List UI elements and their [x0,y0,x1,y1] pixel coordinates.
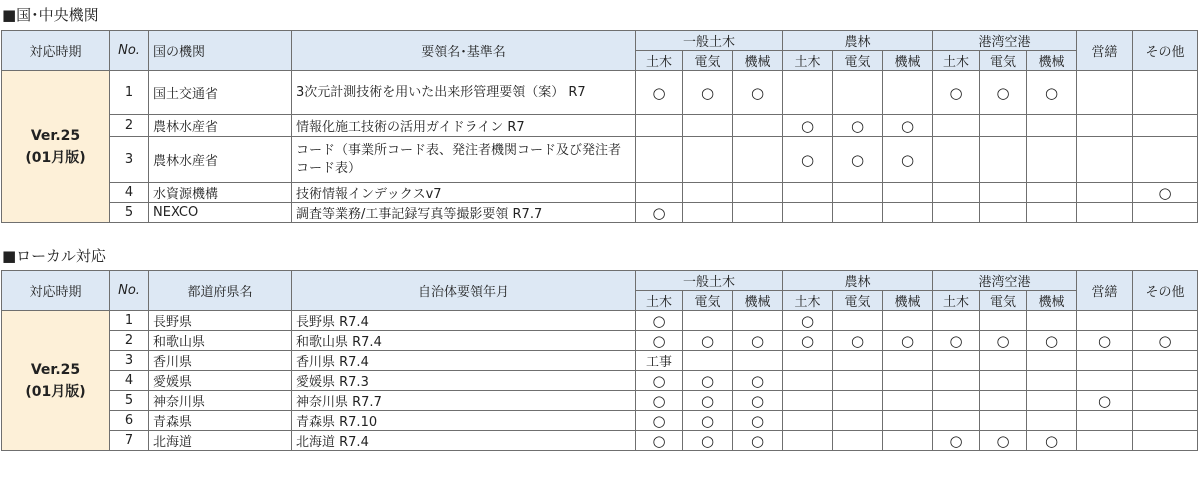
subheader-cell: 機械 [733,51,783,71]
mark-cell [883,391,933,411]
mark-cell [980,371,1027,391]
mark-cell: ○ [1077,331,1133,351]
mark-cell [1027,371,1077,391]
manual-name: 情報化施工技術の活用ガイドライン R7 [292,115,636,137]
mark-cell: ○ [733,391,783,411]
agency-name: NEXCO [149,203,292,223]
row-no: 7 [110,431,149,451]
mark-cell [783,371,833,391]
mark-cell: ○ [833,331,883,351]
subheader-cell: 機械 [733,291,783,311]
mark-cell [783,411,833,431]
mark-cell [933,137,980,183]
mark-cell [1077,71,1133,115]
mark-cell [1133,411,1198,431]
agency-name: 農林水産省 [149,137,292,183]
mark-cell: ○ [783,311,833,331]
subheader-cell: 電気 [833,51,883,71]
mark-cell [1133,371,1198,391]
mark-cell [1133,71,1198,115]
subheader-cell: 土木 [636,51,683,71]
mark-cell: ○ [733,71,783,115]
mark-cell: ○ [1027,431,1077,451]
mark-cell: ○ [733,331,783,351]
mark-cell [1077,351,1133,371]
mark-cell [683,311,733,331]
manual-name: 愛媛県 R7.3 [292,371,636,391]
mark-cell: ○ [980,431,1027,451]
prefecture-name: 北海道 [149,431,292,451]
mark-cell [1077,115,1133,137]
mark-cell [636,115,683,137]
mark-cell: ○ [683,411,733,431]
mark-cell [1133,431,1198,451]
mark-cell: ○ [1133,183,1198,203]
mark-cell: ○ [636,311,683,331]
mark-cell: ○ [1133,331,1198,351]
manual-name: 青森県 R7.10 [292,411,636,431]
table-row [2,183,1198,203]
national-agencies-table [1,30,1198,223]
mark-cell [783,203,833,223]
mark-cell [1077,371,1133,391]
mark-cell [933,203,980,223]
mark-cell [733,203,783,223]
manual-name: 3次元計測技術を用いた出来形管理要領（案） R7 [292,71,636,115]
version-cell [2,71,110,223]
mark-cell: ○ [883,115,933,137]
version-label: Ver.25 [30,361,81,378]
subheader-cell: 電気 [683,51,733,71]
row-no: 3 [110,137,149,183]
table-row [2,431,1198,451]
mark-cell [1027,411,1077,431]
mark-cell [1077,311,1133,331]
table-row [2,115,1198,137]
row-no: 2 [110,115,149,137]
mark-cell [933,115,980,137]
prefecture-name: 和歌山県 [149,331,292,351]
subheader-cell: 土木 [636,291,683,311]
subheader-cell: 電気 [980,51,1027,71]
mark-cell [1133,311,1198,331]
manual-name: 北海道 R7.4 [292,431,636,451]
mark-cell: ○ [683,331,733,351]
row-no: 1 [110,311,149,331]
table-row [2,411,1198,431]
manual-name: 香川県 R7.4 [292,351,636,371]
header-period: 対応時期 [2,31,110,71]
mark-cell [933,411,980,431]
mark-cell [683,203,733,223]
mark-cell [783,183,833,203]
mark-cell [683,183,733,203]
mark-cell [1077,137,1133,183]
header-group-general-civil: 一般土木 [636,271,783,291]
mark-cell: ○ [733,411,783,431]
mark-cell [833,431,883,451]
mark-cell [833,183,883,203]
mark-cell [1133,137,1198,183]
prefecture-name: 愛媛県 [149,371,292,391]
mark-cell [883,411,933,431]
mark-cell [683,137,733,183]
prefecture-name: 神奈川県 [149,391,292,411]
manual-name: 長野県 R7.4 [292,311,636,331]
mark-cell: ○ [636,71,683,115]
row-no: 1 [110,71,149,115]
mark-cell [980,391,1027,411]
header-manual: 要領名･基準名 [292,31,636,71]
mark-cell [883,311,933,331]
version-cell [2,311,110,451]
mark-cell [1133,115,1198,137]
manual-name: 技術情報インデックスv7 [292,183,636,203]
mark-cell [883,203,933,223]
mark-cell [1027,137,1077,183]
mark-cell [980,311,1027,331]
mark-cell: ○ [883,331,933,351]
row-no: 5 [110,391,149,411]
row-no: 2 [110,331,149,351]
mark-cell [980,411,1027,431]
header-no: No. [110,31,149,71]
subheader-cell: 土木 [933,51,980,71]
agency-name: 農林水産省 [149,115,292,137]
mark-cell: ○ [933,431,980,451]
prefecture-name: 青森県 [149,411,292,431]
mark-cell [833,371,883,391]
table-row [2,71,1198,115]
mark-cell [833,311,883,331]
mark-cell: ○ [783,137,833,183]
manual-name: コード（事業所コード表、発注者機関コード及び発注者コード表） [292,137,636,183]
agency-name: 水資源機構 [149,183,292,203]
mark-cell [683,351,733,371]
subheader-cell: 土木 [783,291,833,311]
mark-cell [1077,203,1133,223]
mark-cell [783,391,833,411]
table-row [2,371,1198,391]
mark-cell [683,115,733,137]
mark-cell [883,431,933,451]
header-group-general-civil: 一般土木 [636,31,783,51]
header-other: その他 [1133,31,1198,71]
mark-cell [933,391,980,411]
manual-name: 神奈川県 R7.7 [292,391,636,411]
mark-cell: ○ [636,411,683,431]
table-row [2,391,1198,411]
mark-cell [883,71,933,115]
mark-cell [833,411,883,431]
row-no: 4 [110,371,149,391]
mark-cell: ○ [980,331,1027,351]
mark-cell: ○ [683,391,733,411]
subheader-cell: 機械 [1027,291,1077,311]
mark-cell [933,183,980,203]
mark-cell [636,183,683,203]
mark-cell [1133,351,1198,371]
header-manual: 自治体要領年月 [292,271,636,311]
table-row [2,331,1198,351]
mark-cell: ○ [933,331,980,351]
mark-cell: ○ [636,431,683,451]
mark-cell [833,351,883,371]
mark-cell [1027,391,1077,411]
header-eizen: 営繕 [1077,31,1133,71]
row-no: 5 [110,203,149,223]
header-prefecture: 都道府県名 [149,271,292,311]
mark-cell: ○ [636,371,683,391]
mark-cell [783,431,833,451]
mark-cell: ○ [683,371,733,391]
mark-cell [733,311,783,331]
mark-cell [883,371,933,391]
mark-cell [933,351,980,371]
mark-cell [883,351,933,371]
mark-cell [1077,411,1133,431]
mark-cell: ○ [1027,71,1077,115]
mark-cell [1027,203,1077,223]
mark-cell: ○ [683,431,733,451]
national-section-title: ■国･中央機関 [2,6,99,24]
mark-cell: ○ [733,431,783,451]
mark-cell [1133,391,1198,411]
mark-cell [1077,183,1133,203]
mark-cell: ○ [783,115,833,137]
subheader-cell: 機械 [883,51,933,71]
mark-cell: ○ [733,371,783,391]
subheader-cell: 土木 [933,291,980,311]
mark-cell: ○ [980,71,1027,115]
mark-cell [783,71,833,115]
mark-cell: ○ [1027,331,1077,351]
header-eizen: 営繕 [1077,271,1133,311]
header-agency: 国の機関 [149,31,292,71]
mark-cell [1027,351,1077,371]
header-other: その他 [1133,271,1198,311]
header-no: No. [110,271,149,311]
manual-name: 和歌山県 R7.4 [292,331,636,351]
manual-name: 調査等業務/工事記録写真等撮影要領 R7.7 [292,203,636,223]
mark-cell [933,311,980,331]
mark-cell: 工事 [636,351,683,371]
mark-cell: ○ [833,115,883,137]
subheader-cell: 電気 [683,291,733,311]
mark-cell [1133,203,1198,223]
mark-cell [883,183,933,203]
header-group-agriculture: 農林 [783,31,933,51]
mark-cell [733,115,783,137]
mark-cell [1077,431,1133,451]
mark-cell [1027,183,1077,203]
mark-cell: ○ [833,137,883,183]
table-row [2,351,1198,371]
local-prefectures-table [1,270,1198,451]
mark-cell [980,203,1027,223]
mark-cell [1027,115,1077,137]
mark-cell [1027,311,1077,331]
subheader-cell: 機械 [883,291,933,311]
mark-cell: ○ [783,331,833,351]
table-row [2,137,1198,183]
mark-cell [733,137,783,183]
mark-cell [980,115,1027,137]
version-sub-label: (01月版) [25,149,86,166]
mark-cell [733,183,783,203]
header-group-agriculture: 農林 [783,271,933,291]
row-no: 3 [110,351,149,371]
version-sub-label: (01月版) [25,383,86,400]
mark-cell: ○ [933,71,980,115]
mark-cell [980,351,1027,371]
row-no: 6 [110,411,149,431]
mark-cell [733,351,783,371]
mark-cell [833,391,883,411]
header-period: 対応時期 [2,271,110,311]
mark-cell: ○ [1077,391,1133,411]
table-row [2,203,1198,223]
mark-cell: ○ [636,331,683,351]
mark-cell [933,371,980,391]
mark-cell [980,183,1027,203]
mark-cell: ○ [636,391,683,411]
header-group-port-airport: 港湾空港 [933,31,1077,51]
subheader-cell: 電気 [980,291,1027,311]
mark-cell [833,71,883,115]
local-section-title: ■ローカル対応 [2,247,106,265]
subheader-cell: 機械 [1027,51,1077,71]
mark-cell [783,351,833,371]
prefecture-name: 香川県 [149,351,292,371]
subheader-cell: 土木 [783,51,833,71]
subheader-cell: 電気 [833,291,883,311]
table-row [2,311,1198,331]
mark-cell [980,137,1027,183]
agency-name: 国土交通省 [149,71,292,115]
mark-cell: ○ [636,203,683,223]
mark-cell [833,203,883,223]
row-no: 4 [110,183,149,203]
version-label: Ver.25 [30,127,81,144]
header-group-port-airport: 港湾空港 [933,271,1077,291]
mark-cell: ○ [883,137,933,183]
prefecture-name: 長野県 [149,311,292,331]
mark-cell: ○ [683,71,733,115]
mark-cell [636,137,683,183]
